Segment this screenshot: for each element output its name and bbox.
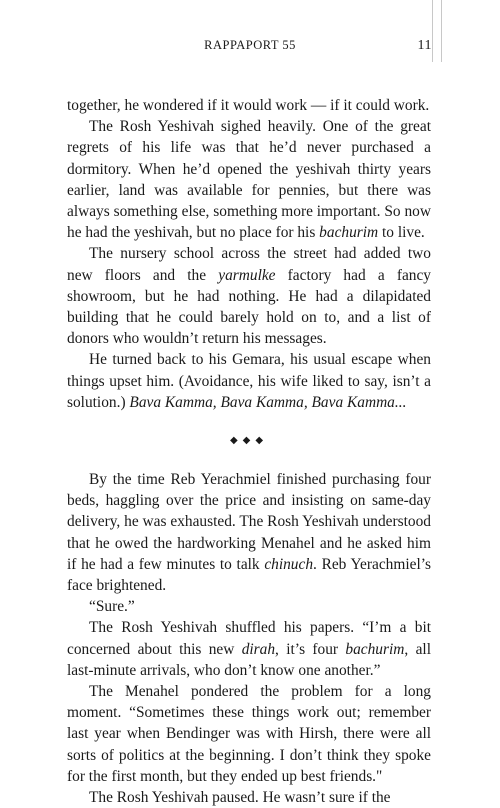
page-number: 11 <box>417 38 432 53</box>
paragraph-1: together, he wondered if it would work — if it could work. <box>67 97 430 114</box>
paragraph-6: “Sure.” <box>89 598 135 616</box>
paragraph-3: The nursery school across the street had added two new floors and the yarmulke factory had a fancy showroom, but he had nothing. He had a dilapidated building that he could barely hold on to, and a list of donors who wouldn’t return his messages. <box>67 245 431 348</box>
italic-term: bachurim <box>345 640 405 658</box>
body-text <box>67 95 431 808</box>
paragraph-7: The Rosh Yeshivah shuffled his papers. “I’m a bit concerned about this new dirah, it’s four bachurim, all last-minute arrivals, who don’t know one another.” <box>67 619 431 679</box>
section-break-ornament: ◆◆◆ <box>229 435 269 447</box>
italic-term: chinuch <box>264 555 314 573</box>
paragraph-4: He turned back to his Gemara, his usual escape when things upset him. (Avoidance, his wife liked to say, isn’t a solution.) Bava Kamma, Bava Kamma, Bava Kamma... <box>67 351 431 411</box>
running-title: RAPPAPORT 55 <box>204 38 296 52</box>
running-head <box>0 38 500 58</box>
italic-term: bachurim <box>319 224 379 242</box>
paragraph-2: The Rosh Yeshivah sighed heavily. One of the great regrets of his life was that he’d never purchased a dormitory. When he’d opened the yeshivah thirty years earlier, land was available for pennies, but there was always something else, something more important. So now he had the yeshivah, but no place for his bachurim to live. <box>67 118 431 242</box>
italic-phrase: Bava Kamma, Bava Kamma, Bava Kamma... <box>129 393 407 411</box>
paragraph-5: By the time Reb Yerachmiel finished purchasing four beds, haggling over the price and insisting on same-day delivery, he was exhausted. The Rosh Yeshivah understood that he owed the hardworking Menahel and he asked him if he had a few minutes to talk chinuch. Reb Yerachmiel’s face brightened. <box>67 471 431 595</box>
italic-term: yarmulke <box>218 266 276 284</box>
paragraph-8: The Menahel pondered the problem for a long moment. “Sometimes these things work out; remember last year when Bendinger was with Hirsh, there were all sorts of politics at the beginning. I don’t think they spoke for the first month, but they ended up best friends." <box>67 683 431 785</box>
italic-term: dirah <box>241 640 276 658</box>
paragraph-9: The Rosh Yeshivah paused. He wasn’t sure if the <box>89 789 391 807</box>
